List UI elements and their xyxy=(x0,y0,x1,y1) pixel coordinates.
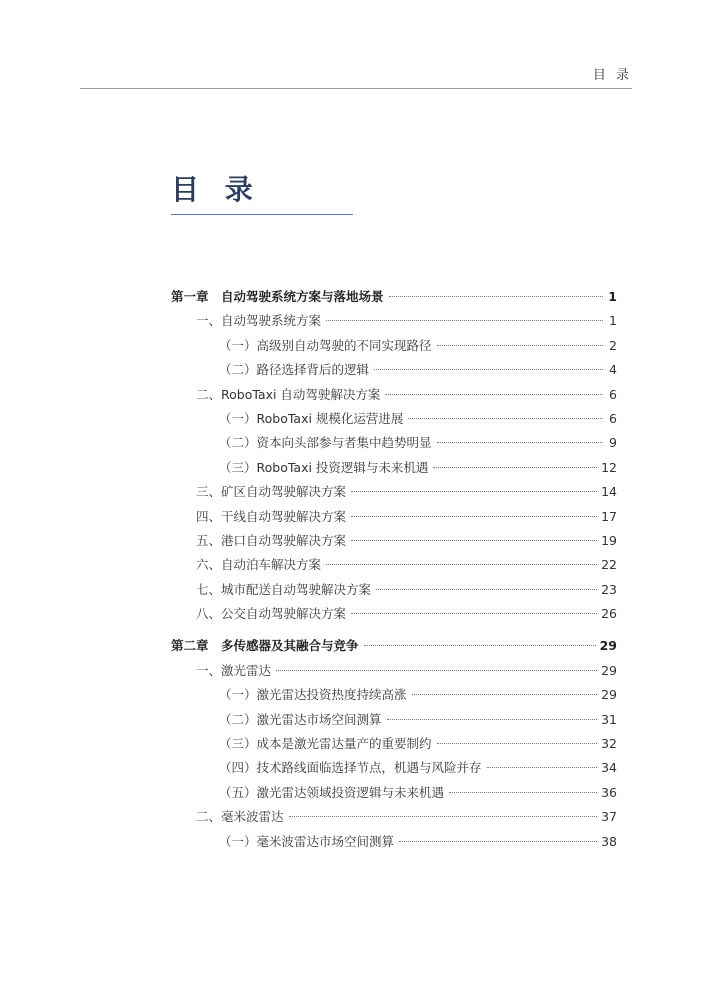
toc-page-number: 4 xyxy=(609,362,617,378)
header-divider xyxy=(80,88,632,89)
toc-entry[interactable] xyxy=(171,830,617,854)
toc-dot-leader xyxy=(351,540,597,541)
toc-entry[interactable] xyxy=(171,480,617,504)
toc-entry-label: （一）高级别自动驾驶的不同实现路径 xyxy=(219,337,432,353)
toc-dot-leader xyxy=(351,491,597,492)
toc-entry-label: 二、RoboTaxi 自动驾驶解决方案 xyxy=(196,386,381,402)
toc-entry[interactable] xyxy=(171,805,617,829)
toc-entry-label: 四、干线自动驾驶解决方案 xyxy=(196,508,347,524)
toc-page-number: 1 xyxy=(608,289,617,304)
toc-entry-label: （五）激光雷达领域投资逻辑与未来机遇 xyxy=(219,784,445,800)
toc-entry-label: 第一章 自动驾驶系统方案与落地场景 xyxy=(171,289,384,304)
toc-page-number: 23 xyxy=(601,581,617,597)
toc-dot-leader xyxy=(351,516,597,517)
toc-entry[interactable] xyxy=(171,309,617,333)
toc-page-number: 36 xyxy=(601,784,617,800)
toc-entry[interactable] xyxy=(171,602,617,626)
toc-entry-label: 一、自动驾驶系统方案 xyxy=(196,313,322,329)
toc-dot-leader xyxy=(449,792,597,793)
toc-page-number: 14 xyxy=(601,484,617,500)
toc-entry[interactable] xyxy=(171,683,617,707)
toc-entry-label: （三）RoboTaxi 投资逻辑与未来机遇 xyxy=(219,459,429,475)
toc-entry[interactable] xyxy=(171,505,617,529)
toc-dot-leader xyxy=(437,345,603,346)
toc-dot-leader xyxy=(408,418,603,419)
toc-entry-label: 五、港口自动驾驶解决方案 xyxy=(196,532,347,548)
page-title: 目 录 xyxy=(171,173,261,206)
toc-entry[interactable] xyxy=(171,732,617,756)
toc-entry[interactable] xyxy=(171,781,617,805)
running-header-title: 目 录 xyxy=(592,68,632,83)
toc-entry[interactable] xyxy=(171,383,617,407)
toc-page-number: 6 xyxy=(609,410,617,426)
toc-entry-label: 三、矿区自动驾驶解决方案 xyxy=(196,484,347,500)
toc-entry[interactable] xyxy=(171,553,617,577)
toc-entry[interactable] xyxy=(171,529,617,553)
toc-entry[interactable] xyxy=(171,708,617,732)
toc-entry[interactable] xyxy=(171,659,617,683)
toc-entry-label: 八、公交自动驾驶解决方案 xyxy=(196,606,347,622)
toc-page-number: 26 xyxy=(601,606,617,622)
toc-dot-leader xyxy=(276,670,597,671)
toc-page-number: 34 xyxy=(601,760,617,776)
title-underline xyxy=(171,214,353,215)
toc-dot-leader xyxy=(399,841,597,842)
toc-dot-leader xyxy=(487,767,598,768)
toc-dot-leader xyxy=(326,564,597,565)
table-of-contents xyxy=(171,285,617,854)
toc-page-number: 6 xyxy=(609,386,617,402)
toc-entry-label: 七、城市配送自动驾驶解决方案 xyxy=(196,581,372,597)
toc-dot-leader xyxy=(364,645,596,646)
toc-dot-leader xyxy=(412,694,598,695)
toc-chapter-entry[interactable] xyxy=(171,634,617,658)
toc-entry[interactable] xyxy=(171,431,617,455)
toc-dot-leader xyxy=(385,394,603,395)
toc-page-number: 12 xyxy=(601,459,617,475)
toc-chapter-entry[interactable] xyxy=(171,285,617,309)
toc-page-number: 1 xyxy=(609,313,617,329)
toc-page-number: 9 xyxy=(609,435,617,451)
toc-dot-leader xyxy=(351,613,597,614)
toc-page-number: 19 xyxy=(601,532,617,548)
toc-entry[interactable] xyxy=(171,334,617,358)
toc-dot-leader xyxy=(289,816,598,817)
toc-entry-label: （二）资本向头部参与者集中趋势明显 xyxy=(219,435,432,451)
toc-dot-leader xyxy=(326,320,603,321)
toc-page-number: 38 xyxy=(601,833,617,849)
toc-dot-leader xyxy=(389,296,603,297)
toc-entry[interactable] xyxy=(171,456,617,480)
toc-page-number: 29 xyxy=(601,687,617,703)
toc-entry-label: （三）成本是激光雷达量产的重要制约 xyxy=(219,736,432,752)
toc-page-number: 29 xyxy=(601,662,617,678)
toc-entry-label: （一）激光雷达投资热度持续高涨 xyxy=(219,687,407,703)
toc-page-number: 29 xyxy=(599,638,617,654)
toc-page-number: 37 xyxy=(601,809,617,825)
toc-dot-leader xyxy=(437,442,603,443)
toc-entry[interactable] xyxy=(171,407,617,431)
toc-dot-leader xyxy=(387,719,598,720)
toc-page-number: 32 xyxy=(601,736,617,752)
toc-entry-label: （一）RoboTaxi 规模化运营进展 xyxy=(219,410,404,426)
toc-page-number: 2 xyxy=(609,337,617,353)
toc-entry[interactable] xyxy=(171,358,617,382)
toc-entry-label: 一、激光雷达 xyxy=(196,662,272,678)
toc-entry-label: 第二章 多传感器及其融合与竞争 xyxy=(171,638,359,654)
toc-entry[interactable] xyxy=(171,756,617,780)
toc-entry-label: 二、毫米波雷达 xyxy=(196,809,284,825)
toc-dot-leader xyxy=(433,467,597,468)
toc-entry-label: （一）毫米波雷达市场空间测算 xyxy=(219,833,395,849)
toc-entry-label: （二）激光雷达市场空间测算 xyxy=(219,711,382,727)
toc-entry-label: （四）技术路线面临选择节点，机遇与风险并存 xyxy=(219,760,482,776)
toc-entry-label: 六、自动泊车解决方案 xyxy=(196,557,322,573)
toc-page-number: 22 xyxy=(601,557,617,573)
toc-dot-leader xyxy=(437,743,598,744)
toc-entry[interactable] xyxy=(171,578,617,602)
toc-entry-label: （二）路径选择背后的逻辑 xyxy=(219,362,370,378)
toc-page-number: 17 xyxy=(601,508,617,524)
toc-dot-leader xyxy=(376,589,597,590)
toc-dot-leader xyxy=(374,369,603,370)
toc-page-number: 31 xyxy=(601,711,617,727)
